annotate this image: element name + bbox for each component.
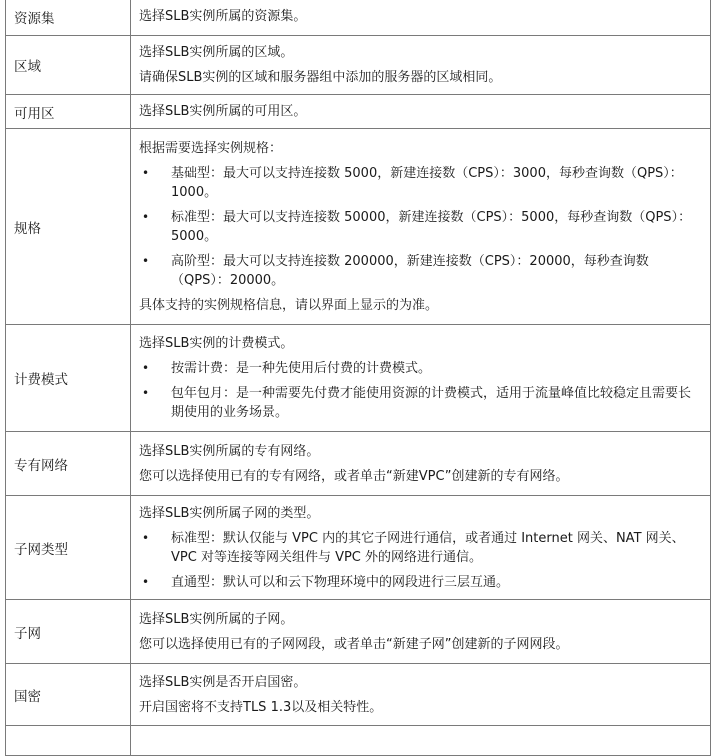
list-item: • 标准型：最大可以支持连接数 50000，新建连接数（CPS）：5000，每秒查询数（QPS）：5000。: [139, 208, 702, 246]
param-description: [131, 496, 711, 600]
description-line: 开启国密将不支持TLS 1.3以及相关特性。: [139, 699, 383, 715]
param-name: 专有网络: [6, 432, 131, 496]
description-line: 您可以选择使用已有的专有网络，或者单击“新建VPC”创建新的专有网络。: [139, 468, 569, 484]
table-row: [6, 726, 711, 756]
table-row: [6, 432, 711, 496]
bullet-list: [139, 359, 702, 422]
description-outro: 具体支持的实例规格信息，请以界面上显示的为准。: [139, 297, 439, 313]
param-name: 子网类型: [6, 496, 131, 600]
table-row: [6, 496, 711, 600]
param-description: [131, 664, 711, 726]
param-description: [131, 95, 711, 129]
param-name: 计费模式: [6, 325, 131, 432]
param-name: 国密: [6, 664, 131, 726]
description-line: 选择SLB实例所属的区域。: [139, 45, 294, 60]
list-item: • 基础型：最大可以支持连接数 5000，新建连接数（CPS）：3000，每秒查询数（QPS）：1000。: [139, 164, 702, 202]
list-item: • 直通型：默认可以和云下物理环境中的网段进行三层互通。: [139, 573, 702, 592]
list-item: • 标准型：默认仅能与 VPC 内的其它子网进行通信，或者通过 Internet 网关、NAT 网关、VPC 对等连接等网关组件与 VPC 外的网络进行通信。: [139, 529, 702, 567]
description-intro: 选择SLB实例的计费模式。: [139, 336, 294, 351]
param-description: [131, 0, 711, 36]
param-description: [131, 726, 711, 756]
description-line: 选择SLB实例是否开启国密。: [139, 674, 307, 690]
list-item: • 高阶型：最大可以支持连接数 200000，新建连接数（CPS）：20000，每秒查询数（QPS）：20000。: [139, 252, 702, 290]
table-row: [6, 95, 711, 129]
param-name: 可用区: [6, 95, 131, 129]
param-name: [6, 726, 131, 756]
table-row: [6, 325, 711, 432]
table-row: [6, 129, 711, 325]
param-name: 子网: [6, 600, 131, 664]
description-line: 请确保SLB实例的区域和服务器组中添加的服务器的区域相同。: [139, 70, 502, 85]
parameter-table: [5, 0, 711, 756]
param-description: [131, 432, 711, 496]
description-intro: 根据需要选择实例规格：: [139, 140, 283, 156]
table-row: [6, 600, 711, 664]
description-line: 选择SLB实例所属的可用区。: [139, 104, 307, 119]
list-item: • 包年包月：是一种需要先付费才能使用资源的计费模式，适用于流量峰值比较稳定且需要长期使用的业务场景。: [139, 384, 702, 422]
param-description: [131, 36, 711, 95]
param-name: 区域: [6, 36, 131, 95]
description-line: 您可以选择使用已有的子网网段，或者单击“新建子网”创建新的子网网段。: [139, 636, 569, 652]
param-description: [131, 600, 711, 664]
list-item: • 按需计费：是一种先使用后付费的计费模式。: [139, 359, 702, 378]
description-line: 选择SLB实例所属的资源集。: [139, 9, 307, 24]
table-row: [6, 664, 711, 726]
bullet-list: [139, 164, 702, 290]
param-description: [131, 129, 711, 325]
param-name: 规格: [6, 129, 131, 325]
bullet-list: [139, 529, 702, 592]
description-intro: 选择SLB实例所属子网的类型。: [139, 505, 320, 521]
param-description: [131, 325, 711, 432]
description-line: 选择SLB实例所属的专有网络。: [139, 443, 320, 459]
param-name: 资源集: [6, 0, 131, 36]
table-row: [6, 0, 711, 36]
table-row: [6, 36, 711, 95]
description-line: 选择SLB实例所属的子网。: [139, 611, 294, 627]
